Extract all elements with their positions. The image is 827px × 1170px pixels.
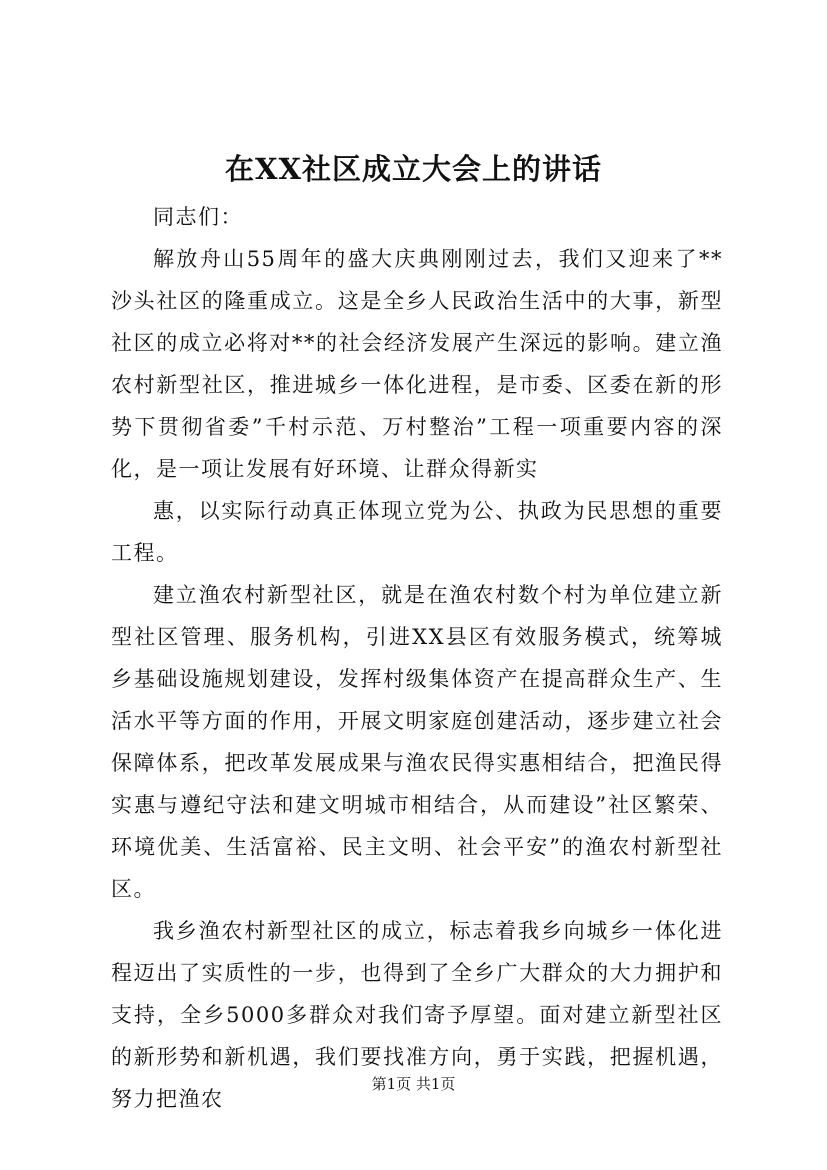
- paragraph: 惠，以实际行动真正体现立党为公、执政为民思想的重要工程。: [111, 499, 723, 565]
- document-body: [111, 196, 723, 1120]
- paragraph: 我乡渔农村新型社区的成立，标志着我乡向城乡一体化进程迈出了实质性的一步，也得到了全乡广大群众的大力拥护和支持，全乡5000多群众对我们寄予厚望。面对建立新型社区的新形势和新机遇，我们要找准方向，勇于实践，把握机遇，努力把渔农: [111, 919, 723, 1111]
- page-footer: 第1页 共1页: [371, 1075, 456, 1093]
- paragraph: 建立渔农村新型社区，就是在渔农村数个村为单位建立新型社区管理、服务机构，引进XX县区有效服务模式，统筹城乡基础设施规划建设，发挥村级集体资产在提高群众生产、生活水平等方面的作用，开展文明家庭创建活动，逐步建立社会保障体系，把改革发展成果与渔农民得实惠相结合，把渔民得实惠与遵纪守法和建文明城市相结合，从而建设”社区繁荣、环境优美、生活富裕、民主文明、社会平安”的渔农村新型社区。: [111, 583, 723, 901]
- paragraph: 解放舟山55周年的盛大庆典刚刚过去，我们又迎来了**沙头社区的隆重成立。这是全乡人民政治生活中的大事，新型社区的成立必将对**的社会经济发展产生深远的影响。建立渔农村新型社区，推进城乡一体化进程，是市委、区委在新的形势下贯彻省委”千村示范、万村整治”工程一项重要内容的深化，是一项让发展有好环境、让群众得新实: [111, 247, 723, 481]
- document-title: 在XX社区成立大会上的讲话: [224, 152, 602, 186]
- salutation: 同志们：: [153, 205, 243, 229]
